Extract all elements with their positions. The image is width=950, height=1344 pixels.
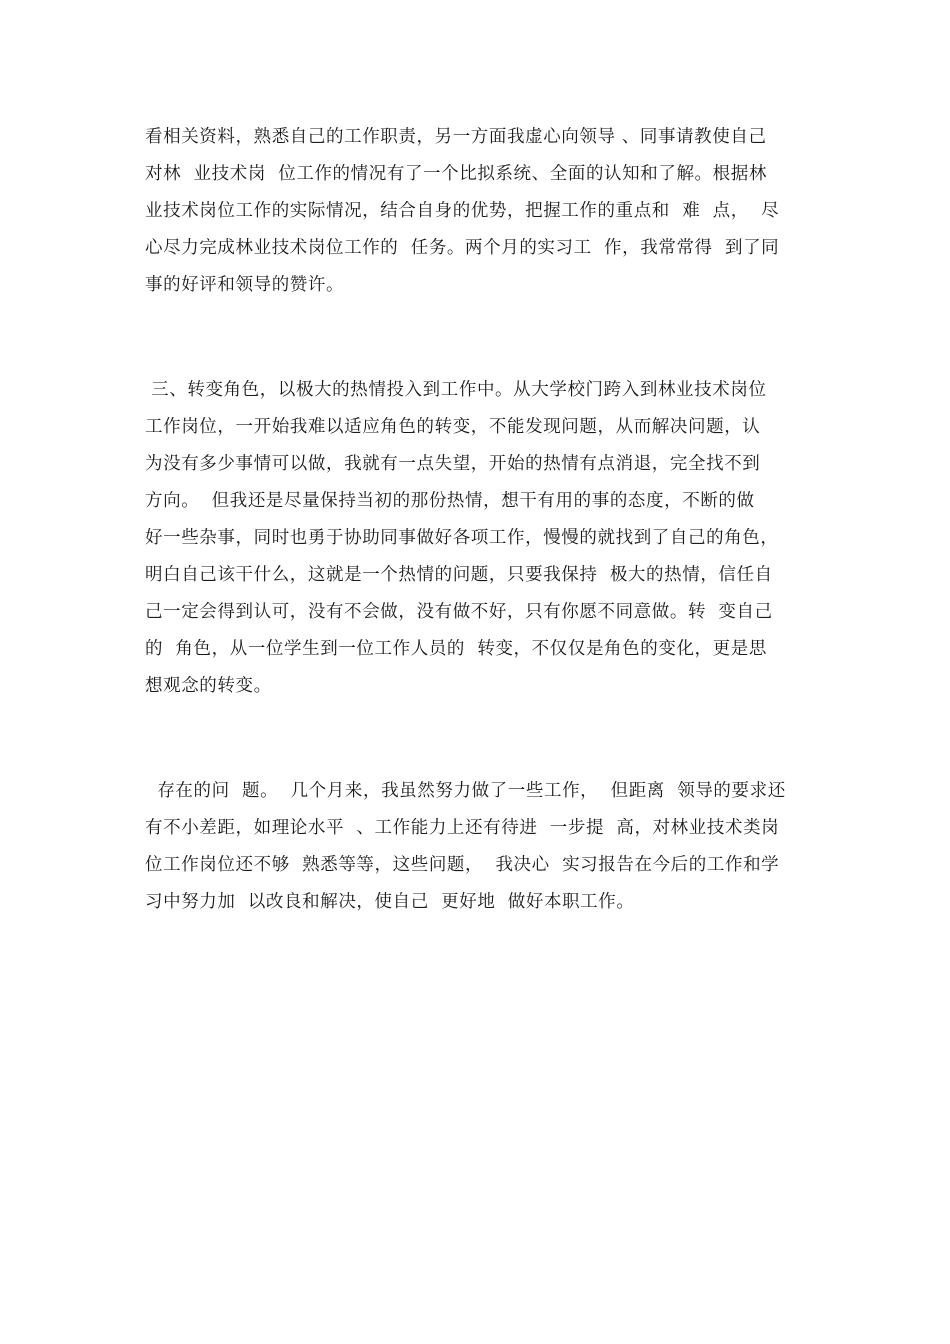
paragraph-1-line-3: 业技术岗位工作的实际情况，结合自身的优势，把握工作的重点和 难 点， 尽 bbox=[145, 201, 780, 221]
paragraph-3-line-1: 存在的问 题。 几个月来，我虽然努力做了一些工作， 但距离 领导的要求还 bbox=[145, 781, 786, 801]
paragraph-2-line-2: 工作岗位，一开始我难以适应角色的转变，不能发现问题，从而解决问题，认 bbox=[145, 417, 761, 437]
paragraph-3-line-3: 位工作岗位还不够 熟悉等等，这些问题， 我决心 实习报告在今后的工作和学 bbox=[145, 855, 780, 875]
paragraph-2-line-4: 方向。 但我还是尽量保持当初的那份热情，想干有用的事的态度，不断的做 bbox=[145, 491, 755, 511]
paragraph-1-line-4: 心尽力完成林业技术岗位工作的 任务。两个月的实习工 作，我常常得 到了同 bbox=[145, 238, 780, 258]
paragraph-2-line-3: 为没有多少事情可以做，我就有一点失望，开始的热情有点消退，完全找不到 bbox=[145, 454, 761, 474]
paragraph-1-line-2: 对林 业技术岗 位工作的情况有了一个比拟系统、全面的认知和了解。根据林 bbox=[145, 164, 767, 184]
paragraph-1-line-5: 事的好评和领导的赞许。 bbox=[145, 275, 345, 295]
paragraph-2-line-9: 想观念的转变。 bbox=[145, 676, 272, 696]
paragraph-1-line-1: 看相关资料，熟悉自己的工作职责，另一方面我虚心向领导 、同事请教使自己 bbox=[145, 127, 767, 147]
paragraph-2-line-5: 好一些杂事，同时也勇于协助同事做好各项工作，慢慢的就找到了自己的角色， bbox=[145, 528, 779, 548]
paragraph-3-line-2: 有不小差距，如理论水平 、工作能力上还有待进 一步提 高，对林业技术类岗 bbox=[145, 818, 780, 838]
paragraph-2-line-8: 的 角色，从一位学生到一位工作人员的 转变，不仅仅是角色的变化，更是思 bbox=[145, 639, 767, 659]
paragraph-2-line-7: 己一定会得到认可，没有不会做，没有做不好，只有你愿不同意做。转 变自己 bbox=[145, 602, 773, 622]
paragraph-3-line-4: 习中努力加 以改良和解决，使自己 更好地 做好本职工作。 bbox=[145, 892, 635, 912]
paragraph-2-line-6: 明白自己该干什么，这就是一个热情的问题，只要我保持 极大的热情，信任自 bbox=[145, 565, 773, 585]
paragraph-2-line-1: 三、转变角色，以极大的热情投入到工作中。从大学校门跨入到林业技术岗位 bbox=[145, 380, 767, 400]
